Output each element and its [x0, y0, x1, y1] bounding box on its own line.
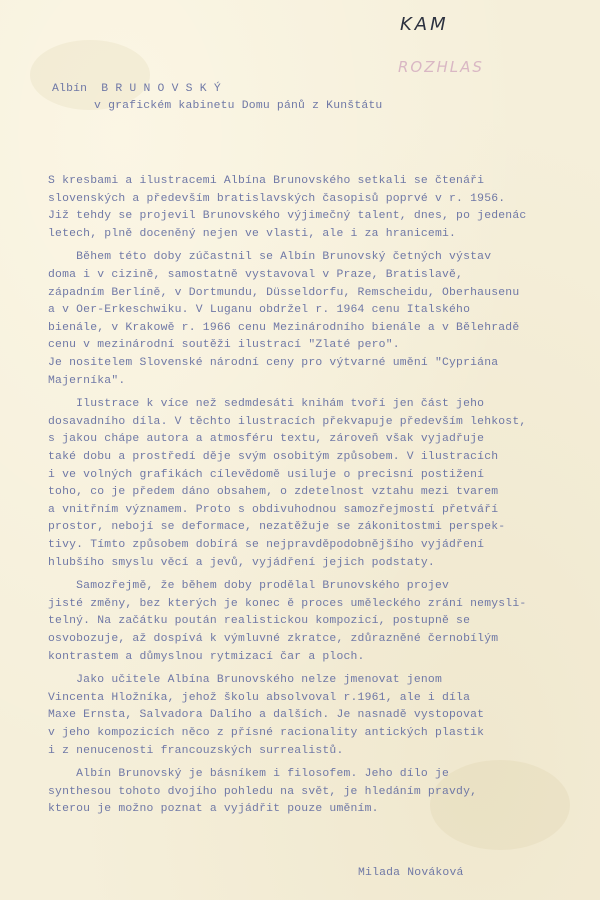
paper-stain	[430, 760, 570, 850]
body-line: letech, plně doceněný nejen ve vlasti, ale i za hranicemi.	[48, 227, 457, 240]
body-line: slovenských a především bratislavských časopisů poprvé v r. 1956.	[48, 192, 506, 205]
handwritten-note: KAM	[400, 14, 449, 35]
body-line: Ilustrace k více než sedmdesáti knihám tvoří jen část jeho	[48, 398, 485, 411]
body-line: tivy. Tímto způsobem dobírá se nejpravděpodobnějšího vyjádření	[48, 539, 485, 551]
body-line: Majerníka".	[48, 374, 126, 387]
signature: Milada Nováková	[358, 867, 464, 879]
body-line: synthesou tohoto dvojího pohledu na svět, je hledáním pravdy,	[48, 785, 478, 798]
body-line: kontrastem a důmyslnou rytmizací čar a ploch.	[48, 650, 365, 663]
body-line: Maxe Ernsta, Salvadora Dalího a dalších. Je nasnadě vystopovat	[48, 709, 485, 722]
body-line: a v Oer-Erkeschwiku. V Luganu obdržel r. 1964 cenu Italského	[48, 304, 471, 317]
heading-line-1: Albín B R U N O V S K Ý	[52, 83, 221, 95]
body-line: bienále, v Krakowě r. 1966 cenu Mezinárodního bienále a v Bělehradě	[48, 321, 520, 334]
body-line: také dobu a prostředí děje svým osobitým způsobem. V ilustracích	[48, 451, 499, 463]
body-line: i z nenucenosti francouzských surrealistů.	[48, 744, 344, 757]
pencil-note: ROZHLAS	[398, 58, 484, 76]
body-line: západním Berlíně, v Dortmundu, Düsseldorfu, Remscheidu, Oberhausenu	[48, 286, 520, 299]
body-line: Během této doby zúčastnil se Albín Brunovský četných výstav	[48, 251, 492, 264]
body-line: s jakou chápe autora a atmosféru textu, zároveň však vyjadřuje	[48, 433, 485, 446]
body-line: Již tehdy se projevil Brunovského výjimečný talent, dnes, po jedenác	[48, 210, 527, 223]
body-line: toho, co je předem dáno obsahem, o zdetelnost vztahu mezi tvarem	[48, 486, 499, 499]
body-line: dosavadního díla. V těchto ilustracích překvapuje především lehkost,	[48, 415, 527, 428]
body-line: Vincenta Hložníka, jehož školu absolvoval r.1961, ale i díla	[48, 691, 471, 704]
body-line: Albín Brunovský je básníkem i filosofem. Jeho dílo je	[48, 768, 450, 781]
body-line: doma i v cizině, samostatně vystavoval v Praze, Bratislavě,	[48, 269, 464, 281]
body-line: jisté změny, bez kterých je konec ě proces uměleckého zrání nemysli-	[48, 597, 527, 610]
body-line: i ve volných grafikách cílevědomě usiluje o precisní postižení	[48, 468, 485, 481]
body-line: Jako učitele Albína Brunovského nelze jmenovat jenom	[48, 674, 442, 687]
body-line: prostor, nebojí se deformace, nezatěžuje se zákonitostmi perspek-	[48, 521, 506, 534]
body-line: telný. Na začátku poután realistickou kompozicí, postupně se	[48, 615, 471, 628]
body-line: Samozřejmě, že během doby prodělal Brunovského projev	[48, 580, 450, 593]
body-line: v jeho kompozicích něco z přísné racionality antických plastik	[48, 727, 485, 739]
body-line: osvobozuje, až dospívá k výmluvné zkratce, zdůrazněné černobílým	[48, 633, 499, 645]
body-line: a vnitřním významem. Proto s obdivuhodnou samozřejmostí přetváří	[48, 503, 499, 516]
body-line: kterou je možno poznat a vyjádřit pouze uměním.	[48, 803, 379, 816]
body-line: hlubšího smyslu věcí a jevů, vyjádření jejich podstaty.	[48, 556, 435, 569]
heading-line-2: v grafickém kabinetu Domu pánů z Kunštátu	[94, 100, 383, 112]
body-line: S kresbami a ilustracemi Albína Brunovského setkali se čtenáři	[48, 175, 485, 187]
body-line: cenu v mezinárodní soutěži ilustrací "Zlaté pero".	[48, 339, 400, 352]
body-line: Je nositelem Slovenské národní ceny pro výtvarné umění "Cypriána	[48, 357, 499, 369]
